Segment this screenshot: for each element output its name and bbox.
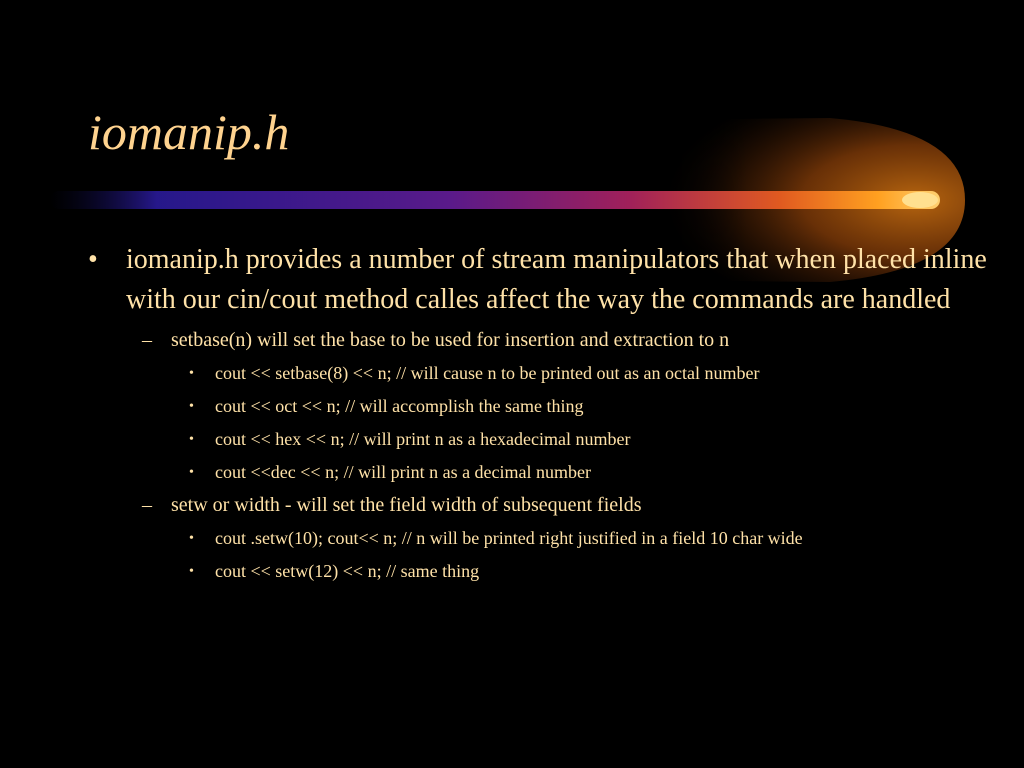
sub-item-text: setw or width - will set the field width of subsequent fields <box>171 494 642 516</box>
bullet-marker: • <box>189 465 194 480</box>
list-item-text: cout << setbase(8) << n; // will cause n to be printed out as an octal number <box>215 363 760 383</box>
sub-item-setbase <box>88 326 988 354</box>
main-bullet-text: iomanip.h provides a number of stream manipulators that when placed inline with our cin/cout method calles affect the way the commands are handled <box>126 244 987 315</box>
list-item-text: cout << setw(12) << n; // same thing <box>215 561 480 581</box>
list-item <box>88 426 988 453</box>
dash-marker: – <box>142 329 152 351</box>
bullet-marker: • <box>189 564 194 579</box>
sub-list <box>88 326 988 585</box>
subsub-list-setw <box>88 525 988 585</box>
list-item <box>88 459 988 486</box>
bullet-marker: • <box>88 244 98 275</box>
sub-item-text: setbase(n) will set the base to be used for insertion and extraction to n <box>171 329 730 351</box>
sub-item-setw <box>88 491 988 519</box>
list-item <box>88 525 988 552</box>
subsub-list-setbase <box>88 360 988 486</box>
dash-marker: – <box>142 494 152 516</box>
list-item-text: cout .setw(10); cout<< n; // n will be printed right justified in a field 10 char wide <box>215 528 803 548</box>
list-item-text: cout << hex << n; // will print n as a hexadecimal number <box>215 429 631 449</box>
bullet-marker: • <box>189 399 194 414</box>
bullet-marker: • <box>189 366 194 381</box>
slide-content <box>88 240 988 585</box>
list-item <box>88 393 988 420</box>
main-bullet <box>88 240 988 320</box>
list-item-text: cout << oct << n; // will accomplish the same thing <box>215 396 584 416</box>
list-item <box>88 360 988 387</box>
list-item <box>88 558 988 585</box>
list-item-text: cout <<dec << n; // will print n as a decimal number <box>215 462 592 482</box>
bullet-marker: • <box>189 531 194 546</box>
bullet-marker: • <box>189 432 194 447</box>
slide-title: iomanip.h <box>88 104 290 160</box>
comet-streak <box>50 191 940 209</box>
comet-core <box>902 192 938 208</box>
